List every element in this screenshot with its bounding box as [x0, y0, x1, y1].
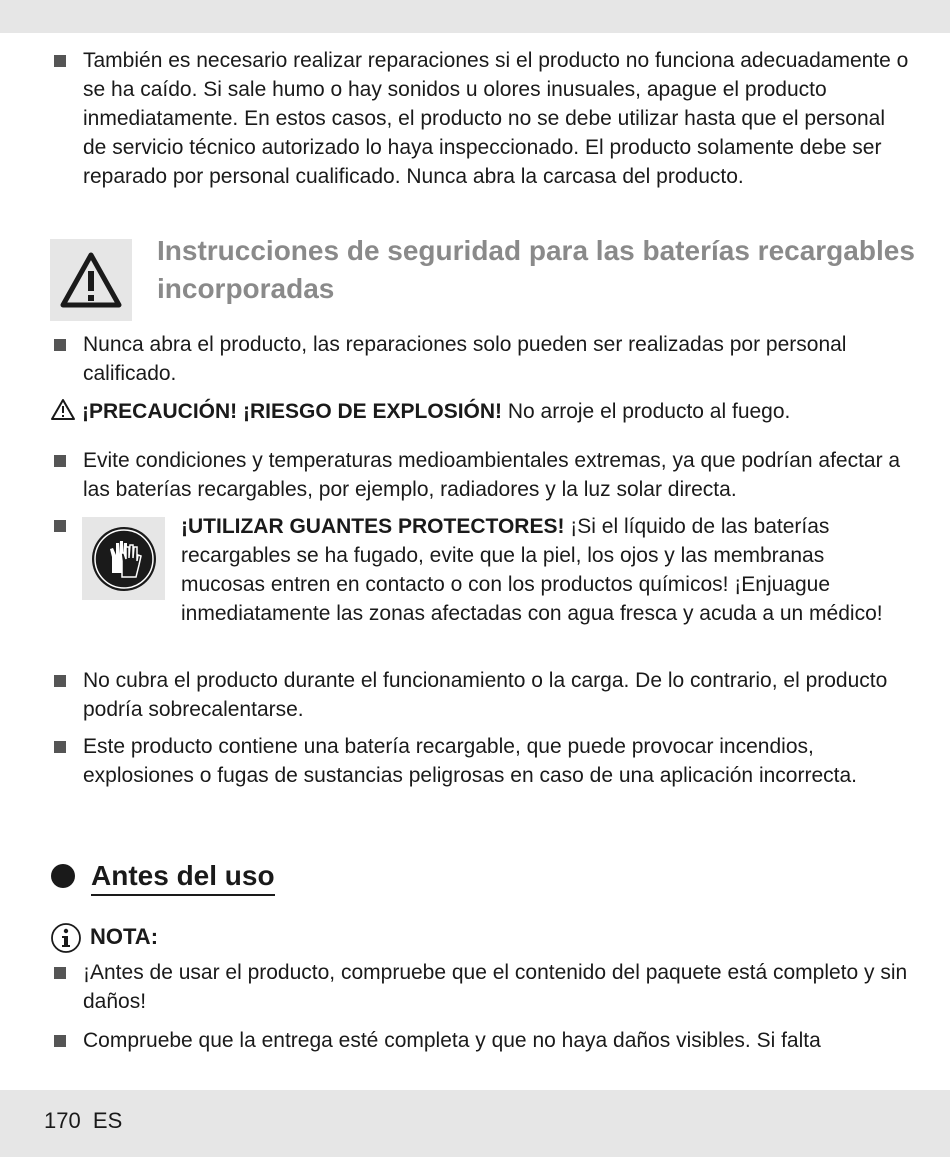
bullet-square-icon	[54, 967, 66, 979]
explosion-caution	[50, 397, 790, 426]
paragraph-extreme-conditions: Evite condiciones y temperaturas medioambientales extremas, ya que podrían afectar a las baterías recargables, por ejemplo, radiadores y la luz solar directa.	[83, 449, 901, 501]
gloves-warning	[181, 512, 911, 628]
paragraph-repairs: También es necesario realizar reparaciones si el producto no funciona adecuadamente o se ha caído. Si sale humo o hay sonidos u olores inusuales, apague el producto inmediatamente. En estos casos, el producto no se debe utilizar hasta que el personal de servicio técnico autorizado lo haya inspeccionado. El producto solamente debe ser reparado por personal cualificado. Nunca abra la carcasa del producto.	[83, 49, 909, 188]
bullet-square-icon	[54, 55, 66, 67]
warning-box	[50, 239, 132, 321]
note-label: NOTA:	[90, 924, 159, 949]
small-warning-icon	[50, 398, 76, 421]
bullet-square-icon	[54, 455, 66, 467]
gloves-label: ¡UTILIZAR GUANTES PROTECTORES!	[181, 515, 565, 538]
gloves-box	[82, 517, 165, 600]
bullet-square-icon	[54, 520, 66, 532]
footer-band	[0, 1090, 950, 1157]
paragraph-never-open: Nunca abra el producto, las reparaciones solo pueden ser realizadas por personal calificado.	[83, 333, 847, 385]
paragraph-check-contents: ¡Antes de usar el producto, compruebe que el contenido del paquete está completo y sin daños!	[83, 961, 908, 1013]
paragraph-do-not-cover: No cubra el producto durante el funcionamiento o la carga. De lo contrario, el producto podría sobrecalentarse.	[83, 669, 888, 721]
page-number: 170 ES	[44, 1108, 123, 1133]
section-title: Antes del uso	[91, 858, 275, 896]
warning-triangle-icon	[59, 251, 123, 309]
section-bullet-icon	[51, 864, 75, 888]
top-band	[0, 0, 950, 33]
caution-label: ¡PRECAUCIÓN! ¡RIESGO DE EXPLOSIÓN!	[82, 400, 503, 423]
gloves-icon	[90, 525, 158, 593]
gloves-text: ¡Si el líquido de las baterías recargables se ha fugado, evite que la piel, los ojos y las membranas mucosas entren en contacto o con los productos químicos! ¡Enjuague inmediatamente las zonas afectadas con agua fresca y acuda a un médico!	[181, 515, 883, 625]
bullet-square-icon	[54, 339, 66, 351]
bullet-square-icon	[54, 1035, 66, 1047]
bullet-square-icon	[54, 675, 66, 687]
bullet-square-icon	[54, 741, 66, 753]
paragraph-battery-risk: Este producto contiene una batería recargable, que puede provocar incendios, explosiones o fugas de sustancias peligrosas en caso de una aplicación incorrecta.	[83, 735, 857, 787]
info-icon	[50, 922, 82, 954]
caution-text: No arroje el producto al fuego.	[502, 400, 791, 423]
battery-safety-heading: Instrucciones de seguridad para las baterías recargables incorporadas	[157, 235, 915, 304]
paragraph-check-delivery: Compruebe que la entrega esté completa y que no haya daños visibles. Si falta	[83, 1029, 821, 1052]
